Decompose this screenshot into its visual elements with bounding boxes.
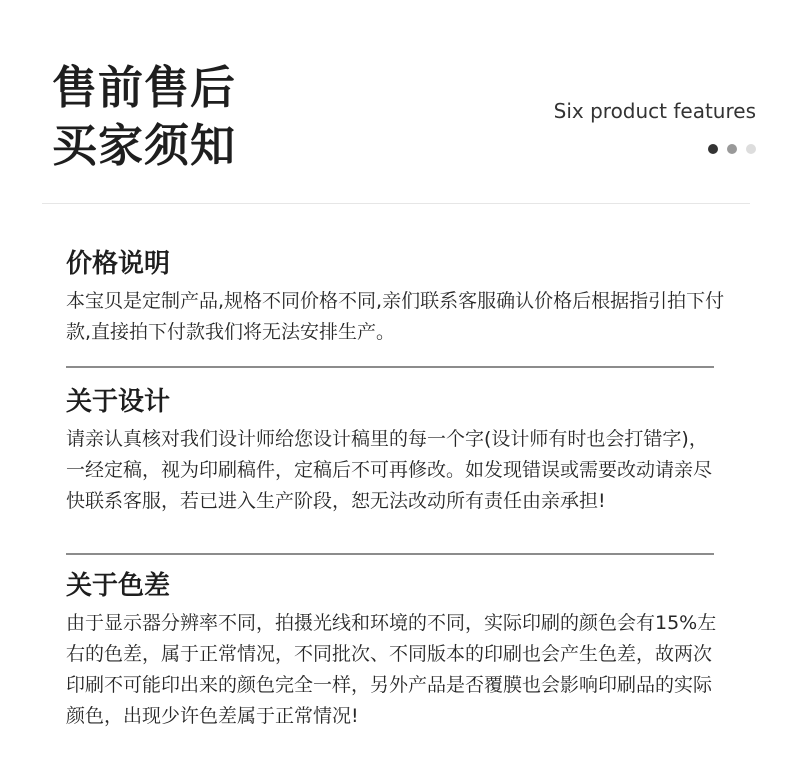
section-divider: [66, 553, 714, 555]
section-body: 本宝贝是定制产品,规格不同价格不同,亲们联系客服确认价格后根据指引拍下付款,直接拍下付款我们将无法安排生产。: [66, 290, 725, 343]
section-price: [66, 244, 726, 348]
section-heading: 关于设计: [66, 387, 171, 417]
section-body: 请亲认真核对我们设计师给您设计稿里的每一个字(设计师有时也会打错字)，一经定稿，视为印刷稿件，定稿后不可再修改。如发现错误或需要改动请亲尽快联系客服，若已进入生产阶段，恕无法改动所有责任由亲承担!: [66, 428, 713, 512]
pagination-dot-active[interactable]: [708, 144, 718, 154]
pagination-dots: [708, 144, 756, 154]
section-color-difference: [66, 566, 726, 732]
section-divider: [66, 366, 714, 368]
page-title-line-2: 买家须知: [52, 119, 237, 172]
page-title-line-1: 售前售后: [52, 61, 237, 114]
section-body: 由于显示器分辨率不同，拍摄光线和环境的不同，实际印刷的颜色会有15%左右的色差，属于正常情况，不同批次、不同版本的印刷也会产生色差，故两次印刷不可能印出来的颜色完全一样，另外产品是否覆膜也会影响印刷品的实际颜色，出现少许色差属于正常情况!: [66, 612, 717, 727]
header-divider: [42, 203, 750, 204]
page-subtitle: Six product features: [553, 99, 756, 123]
section-design: [66, 382, 726, 517]
pagination-dot[interactable]: [727, 144, 737, 154]
pagination-dot[interactable]: [746, 144, 756, 154]
section-heading: 价格说明: [66, 249, 171, 279]
section-heading: 关于色差: [66, 571, 171, 601]
